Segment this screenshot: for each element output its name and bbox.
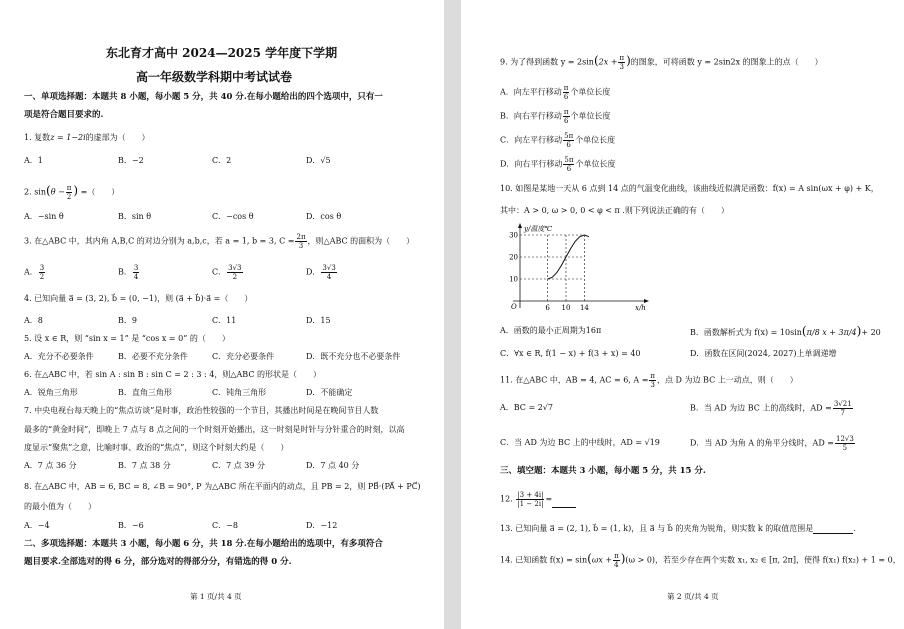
section3-heading: 三、填空题：本题共 3 小题，每小题 5 分，共 15 分. [500, 466, 706, 476]
question-13: 13. 已知向量 a⃗ = (2, 1), b⃗ = (1, k)，且 a⃗ 与 b⃗ 的夹角为锐角，则实数 k 的取值范围是 . [500, 524, 856, 533]
question-1: 1. 复数z = 1−2i的虚部为（ ） [24, 133, 150, 142]
section2-heading: 二、多项选择题：本题共 3 小题，每小题 6 分，共 18 分.在每小题给出的选项中，有多项符合 [24, 539, 383, 549]
q3-option-a: A． $\frac{3}{2}$ [24, 264, 45, 281]
q4-option-c: C．11 [212, 316, 237, 325]
q2-option-b: B．sin θ [118, 212, 152, 221]
page-gap [444, 0, 461, 629]
section2-heading-cont: 题目要求.全部选对的得 6 分，部分选对的得部分分，有错选的得 0 分. [24, 557, 292, 567]
q4-option-b: B．9 [118, 316, 137, 325]
q3-option-b: B． $\frac{3}{4}$ [118, 264, 139, 281]
q6-option-a: A．锐角三角形 [24, 388, 78, 397]
q11-option-b: B．当 AD 为边 BC 上的高线时，AD = $\frac{3√21}{7}$ [690, 400, 852, 417]
q9-option-a: A．向左平行移动 $\frac{\pi}{6}$ 个单位长度 [500, 84, 611, 101]
q7-option-c: C．7 点 39 分 [212, 461, 266, 470]
q8-option-c: C．−8 [212, 521, 238, 530]
q8-option-d: D．−12 [306, 521, 338, 530]
q8-option-a: A．−4 [24, 521, 50, 530]
exam-paper-title: 高一年级数学科期中考试试卷 [136, 70, 293, 84]
q7-option-a: A．7 点 36 分 [24, 461, 77, 470]
q11-option-c: C．当 AD 为边 BC 上的中线时，AD = √19 [500, 438, 660, 447]
q7-option-b: B．7 点 38 分 [118, 461, 171, 470]
q12-answer-blank[interactable] [552, 507, 576, 508]
y-tick-label: 10 [509, 275, 518, 284]
x-tick-label: 14 [579, 304, 589, 312]
question-3: 3. 在△ABC 中，其内角 A,B,C 的对边分别为 a,b,c，若 a = 1, b = 3, C = $\frac{2\pi}{3}$ ，则△ABC 的面积为（ ） [24, 233, 415, 250]
q7-option-d: D．7 点 40 分 [306, 461, 360, 470]
exam-page-1 [0, 0, 444, 629]
q6-option-d: D．不能确定 [306, 388, 353, 397]
question-8-line2: 的最小值为（ ） [24, 502, 96, 511]
q5-option-d: D．既不充分也不必要条件 [306, 352, 401, 361]
question-2: 2. sin(θ − $\frac{\pi}{2}$ ) =（ ） [24, 183, 120, 201]
page-1-footer: 第 1 页/共 4 页 [190, 592, 242, 601]
q1-option-d: D．√5 [306, 156, 331, 165]
q4-option-a: A．8 [24, 316, 43, 325]
y-axis-arrow [518, 223, 522, 228]
q6-option-b: B．直角三角形 [118, 388, 172, 397]
exam-page-2 [461, 0, 904, 629]
q11-option-d: D．当 AD 为角 A 的角平分线时，AD = $\frac{12√3}{5}$ [690, 435, 854, 452]
question-7: 7. 中央电视台每天晚上的“焦点访谈”是时事，政治性较强的一个节目，其播出时间是在晚间节目人数 [24, 406, 379, 415]
temperature-chart [505, 220, 655, 312]
q10-option-c: C．∀x ∈ R, f(1 − x) + f(3 + x) = 40 [500, 349, 641, 358]
q8-option-b: B．−6 [118, 521, 144, 530]
question-14: 14. 已知函数 f(x) = sin(ωx + $\frac{\pi}{4}$ )(ω > 0)，若至少存在两个实数 x₁, x₂ ∈ [π, 2π]，使得 f(x₁) f(x₂) + 1 = 0， [500, 551, 901, 569]
exam-school-title: 东北育才高中 2024—2025 学年度下学期 [106, 46, 338, 60]
q5-option-a: A．充分不必要条件 [24, 352, 94, 361]
y-tick-label: 30 [509, 231, 518, 240]
q10-option-d: D．函数在区间(2024, 2027)上单调递增 [690, 349, 837, 358]
y-tick-label: 20 [509, 253, 518, 262]
y-axis-label: y/温度℃ [524, 225, 553, 233]
x-tick-label: 10 [561, 304, 571, 312]
question-9: 9. 为了得到函数 y = 2sin(2x + $\frac{\pi}{3}$ )的图象，可将函数 y = 2sin2x 的图象上的点（ ） [500, 53, 823, 71]
q5-option-c: C．充分必要条件 [212, 352, 275, 361]
q2-option-d: D．cos θ [306, 212, 342, 221]
origin-label: O [511, 303, 517, 311]
x-axis-arrow [644, 299, 649, 303]
question-10-line2: 其中：A > 0, ω > 0, 0 < φ < π .则下列说法正确的有（ ） [500, 206, 729, 215]
q13-answer-blank[interactable] [813, 533, 853, 534]
q4-option-d: D．15 [306, 316, 331, 325]
q10-option-a: A．函数的最小正周期为16π [500, 326, 602, 335]
q11-option-a: A．BC = 2√7 [500, 403, 553, 412]
question-6: 6. 在△ABC 中，若 sin A : sin B : sin C = 2 : 3 : 4，则△ABC 的形状是（ ） [24, 370, 321, 379]
q3-option-d: D． $\frac{3√3}{4}$ [306, 264, 336, 281]
q1-option-a: A．1 [24, 156, 43, 165]
page-2-footer: 第 2 页/共 4 页 [667, 592, 719, 601]
x-tick-label: 6 [545, 304, 550, 312]
q2-option-c: C．−cos θ [212, 212, 254, 221]
question-4: 4. 已知向量 a⃗ = (3, 2), b⃗ = (0, −1)，则 (a⃗ + b⃗)·a⃗ =（ ） [24, 294, 253, 303]
x-axis-label: x/h [635, 304, 646, 312]
question-8: 8. 在△ABC 中，AB = 6, BC = 8, ∠B = 90°, P 为△ABC 所在平面内的动点，且 PB = 2，则 PB⃗·(PA⃗ + PC⃗) [24, 482, 421, 491]
question-10: 10. 如图是某地一天从 6 点到 14 点的气温变化曲线，该曲线近似满足函数：f(x) = A sin(ωx + φ) + K， [500, 184, 879, 193]
section1-heading: 一、单项选择题：本题共 8 小题，每小题 5 分，共 40 分.在每小题给出的四个选项中，只有一 [24, 92, 383, 102]
q6-option-c: C．钝角三角形 [212, 388, 267, 397]
section1-heading-cont: 项是符合题目要求的. [24, 110, 104, 120]
question-5: 5. 设 x ∈ R，则 “sin x = 1” 是 “cos x = 0” 的（ ） [24, 334, 230, 343]
q1-option-b: B．−2 [118, 156, 144, 165]
q10-option-b: B．函数解析式为 f(x) = 10sin(π/8 x + 3π/4)+ 20 [690, 324, 881, 338]
question-7-line2: 最多的“黄金时间”，即晚上 7 点与 8 点之间的一个时刻开始播出，这一时刻是时针与分针重合的时刻，以高 [24, 425, 405, 434]
q1-option-c: C．2 [212, 156, 232, 165]
q3-option-c: C． $\frac{3√3}{2}$ [212, 264, 242, 281]
q9-option-c: C．向左平行移动 $\frac{5\pi}{6}$ 个单位长度 [500, 132, 616, 149]
question-11: 11. 在△ABC 中，AB = 4, AC = 6, A = $\frac{\pi}{3}$ ，点 D 为边 BC 上一动点，则（ ） [500, 372, 798, 389]
question-12: 12. $\frac{|3 + 4i|}{|1 - 2i|}$ = [500, 491, 576, 508]
q5-option-b: B．必要不充分条件 [118, 352, 188, 361]
q2-option-a: A．−sin θ [24, 212, 64, 221]
question-7-line3: 度显示“聚焦”之意，比喻时事、政治的“焦点”，则这个时刻大约是（ ） [24, 443, 289, 452]
q9-option-d: D．向右平行移动 $\frac{5\pi}{6}$ 个单位长度 [500, 156, 616, 173]
q9-option-b: B．向右平行移动 $\frac{\pi}{6}$ 个单位长度 [500, 108, 611, 125]
